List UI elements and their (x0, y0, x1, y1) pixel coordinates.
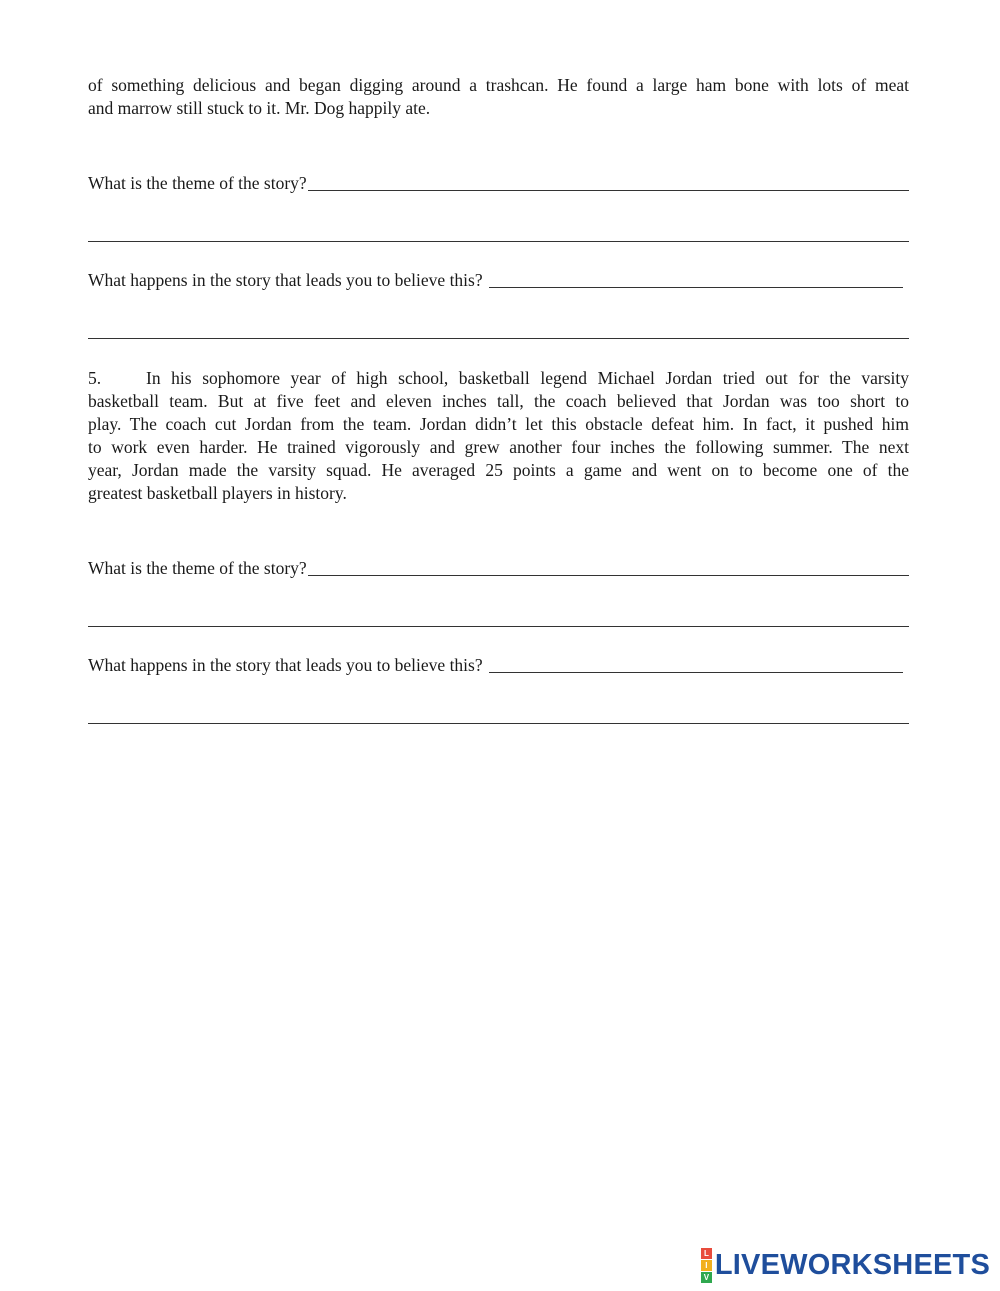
story-5-number: 5. (88, 368, 102, 388)
evidence-answer-line[interactable] (489, 287, 903, 288)
story-5-line-1 (88, 367, 909, 390)
story-5-line-4: to work even harder. He trained vigorously and grew another four inches the following summer. The next (88, 437, 909, 457)
liveworksheets-logo (701, 1248, 990, 1283)
theme-question-label: What is the theme of the story? (88, 558, 307, 578)
evidence-answer-line-2[interactable] (88, 338, 909, 339)
story-5-line-2: basketball team. But at five feet and eleven inches tall, the coach believed that Jordan was too short to (88, 391, 909, 411)
logo-brand-text: LIVEWORKSHEETS (714, 1249, 990, 1281)
theme-answer-line[interactable] (308, 190, 909, 191)
evidence-answer-line[interactable] (489, 672, 903, 673)
story-4-theme-question (88, 171, 909, 195)
story-5-evidence-question (88, 653, 909, 677)
story-4-ending (88, 74, 909, 120)
story-5-paragraph (88, 367, 909, 505)
story-5-line-3: play. The coach cut Jordan from the team. Jordan didn’t let this obstacle defeat him. In fact, it pushed him (88, 414, 909, 434)
theme-answer-line-2[interactable] (88, 241, 909, 242)
story-4-evidence-question (88, 268, 909, 292)
evidence-question-label: What happens in the story that leads you to believe this? (88, 655, 483, 675)
story-5-theme-question (88, 556, 909, 580)
story-5-line-1-text: In his sophomore year of high school, basketball legend Michael Jordan tried out for the varsity (146, 368, 909, 388)
evidence-answer-line-2[interactable] (88, 723, 909, 724)
logo-block-i: I (701, 1260, 712, 1271)
theme-answer-line[interactable] (308, 575, 909, 576)
logo-block-l: L (701, 1248, 712, 1259)
story-5-line-5: year, Jordan made the varsity squad. He averaged 25 points a game and went on to become one of the (88, 460, 909, 480)
logo-blocks-icon (701, 1248, 712, 1283)
story-4-line-1: of something delicious and began digging around a trashcan. He found a large ham bone with lots of meat (88, 75, 909, 95)
theme-answer-line-2[interactable] (88, 626, 909, 627)
story-4-line-2: and marrow still stuck to it. Mr. Dog happily ate. (88, 98, 431, 118)
story-5-line-6: greatest basketball players in history. (88, 483, 347, 503)
logo-block-v: V (701, 1272, 712, 1283)
theme-question-label: What is the theme of the story? (88, 173, 307, 193)
evidence-question-label: What happens in the story that leads you to believe this? (88, 270, 483, 290)
